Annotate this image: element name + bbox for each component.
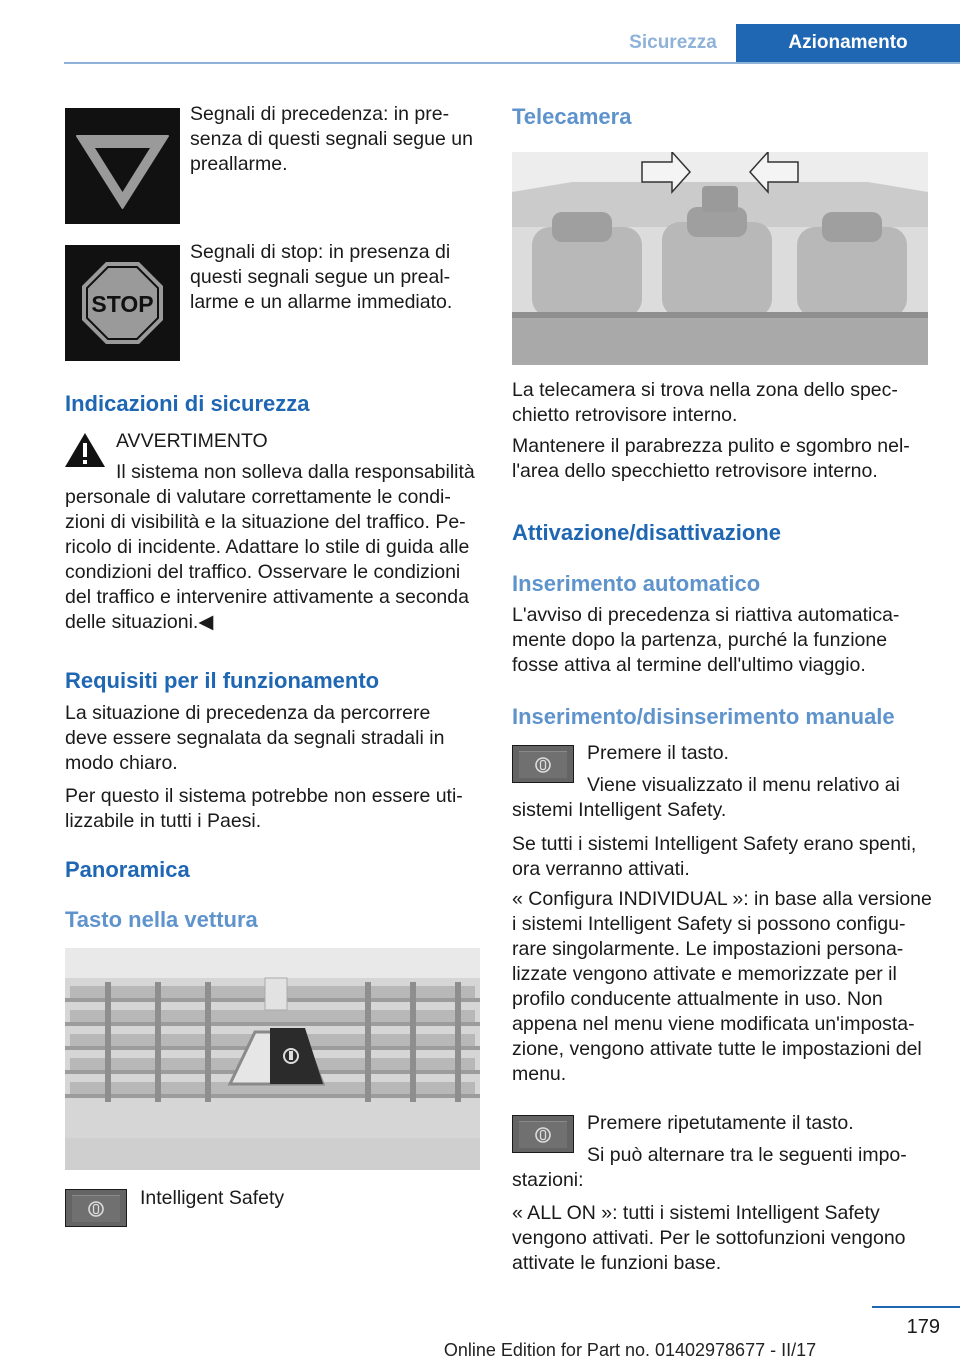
section-tab-azionamento[interactable]: Azionamento [736,24,960,62]
car-button-photo [65,948,480,1170]
intelligent-safety-button-face [72,1195,120,1222]
press-key-text: Premere il tasto. [587,742,729,764]
stop-sign-icon [65,245,180,361]
warning-text: Il sistema non solleva dalla responsabilità personale di valutare correttamente le condi‐zioni di visibilità e la situazione del traffico. Pe‐ricolo di incidente. Adattare lo stile di guida alle condizioni del traffico. Osservare le condizioni del traffico e intervenire attivamente a seconda delle situazioni.◀ [65,461,475,633]
requirements-text-2: Per questo il sistema potrebbe non essere uti‐lizzabile in tutti i Paesi. [65,785,463,832]
heading-auto: Inserimento automatico [512,571,761,596]
heading-activation: Attivazione/disattivazione [512,520,781,545]
heading-button-in-car: Tasto nella vettura [65,907,258,932]
auto-text: L'avviso di precedenza si riattiva automatica‐mente dopo la partenza, purché la funzione fosse attiva al termine dell'ultimo viaggio. [512,604,900,676]
dashboard-button-illustration [65,948,480,1170]
heading-overview: Panoramica [65,857,190,882]
intelligent-safety-button[interactable] [65,1189,127,1227]
yield-sign-text: Segnali di precedenza: in pre‐senza di questi segnali segue un preallarme. [190,103,473,175]
camera-text-1: La telecamera si trova nella zona dello spec‐chietto retrovisore interno. [512,379,898,426]
stop-sign-word: STOP [91,291,154,317]
heading-requirements: Requisiti per il funzionamento [65,668,380,693]
intelligent-safety-icon [534,756,552,774]
page-number: 179 [906,1316,940,1338]
stop-sign-image [65,245,180,361]
edition-footer: Online Edition for Part no. 01402978677 - II/17 [443,1340,817,1360]
heading-manual: Inserimento/disinserimento manuale [512,704,895,729]
camera-location-photo [512,152,928,365]
intelligent-safety-icon [534,1126,552,1144]
yield-sign-image [65,108,180,224]
all-on-text: « ALL ON »: tutti i sistemi Intelligent Safety vengono attivati. Per le sottofunzioni vengono attivate le funzioni base. [512,1202,906,1274]
car-interior-illustration [512,152,928,365]
heading-camera: Telecamera [512,104,632,129]
heading-safety: Indicazioni di sicurezza [65,391,310,416]
intelligent-safety-icon [87,1200,105,1218]
stop-sign-text: Segnali di stop: in presenza di questi segnali segue un preal‐larme e un allarme immediato. [190,241,453,313]
menu-shown-text: Viene visualizzato il menu relativo ai sistemi Intelligent Safety. [512,774,900,821]
footer-divider [872,1306,960,1308]
intelligent-safety-caption: Intelligent Safety [140,1187,285,1209]
header-divider [64,62,960,64]
configure-text: « Configura INDIVIDUAL »: in base alla versione i sistemi Intelligent Safety si possono configu‐rare singolarmente. Le impostazioni persona‐lizzate vengono attivate e memorizzate per il profilo conducente attualmente in uso. Non appena nel menu viene modificata un'imposta‐zione, vengono attivate tutte le impostazioni del menu. [512,888,932,1085]
press-repeat-text: Premere ripetutamente il tasto. [587,1112,854,1134]
camera-text-2: Mantenere il parabrezza pulito e sgombro nel‐l'area dello specchietto retrovisore interno. [512,435,910,482]
if-off-text: Se tutti i sistemi Intelligent Safety erano spenti, ora verranno attivati. [512,833,917,880]
yield-sign-icon [65,108,180,224]
alternate-text: Si può alternare tra le seguenti impo‐stazioni: [512,1144,907,1191]
section-tab-sicurezza[interactable]: Sicurezza [629,32,717,53]
requirements-text-1: La situazione di precedenza da percorrere deve essere segnalata da segnali stradali in modo chiaro. [65,702,445,774]
warning-title: AVVERTIMENTO [116,430,268,452]
